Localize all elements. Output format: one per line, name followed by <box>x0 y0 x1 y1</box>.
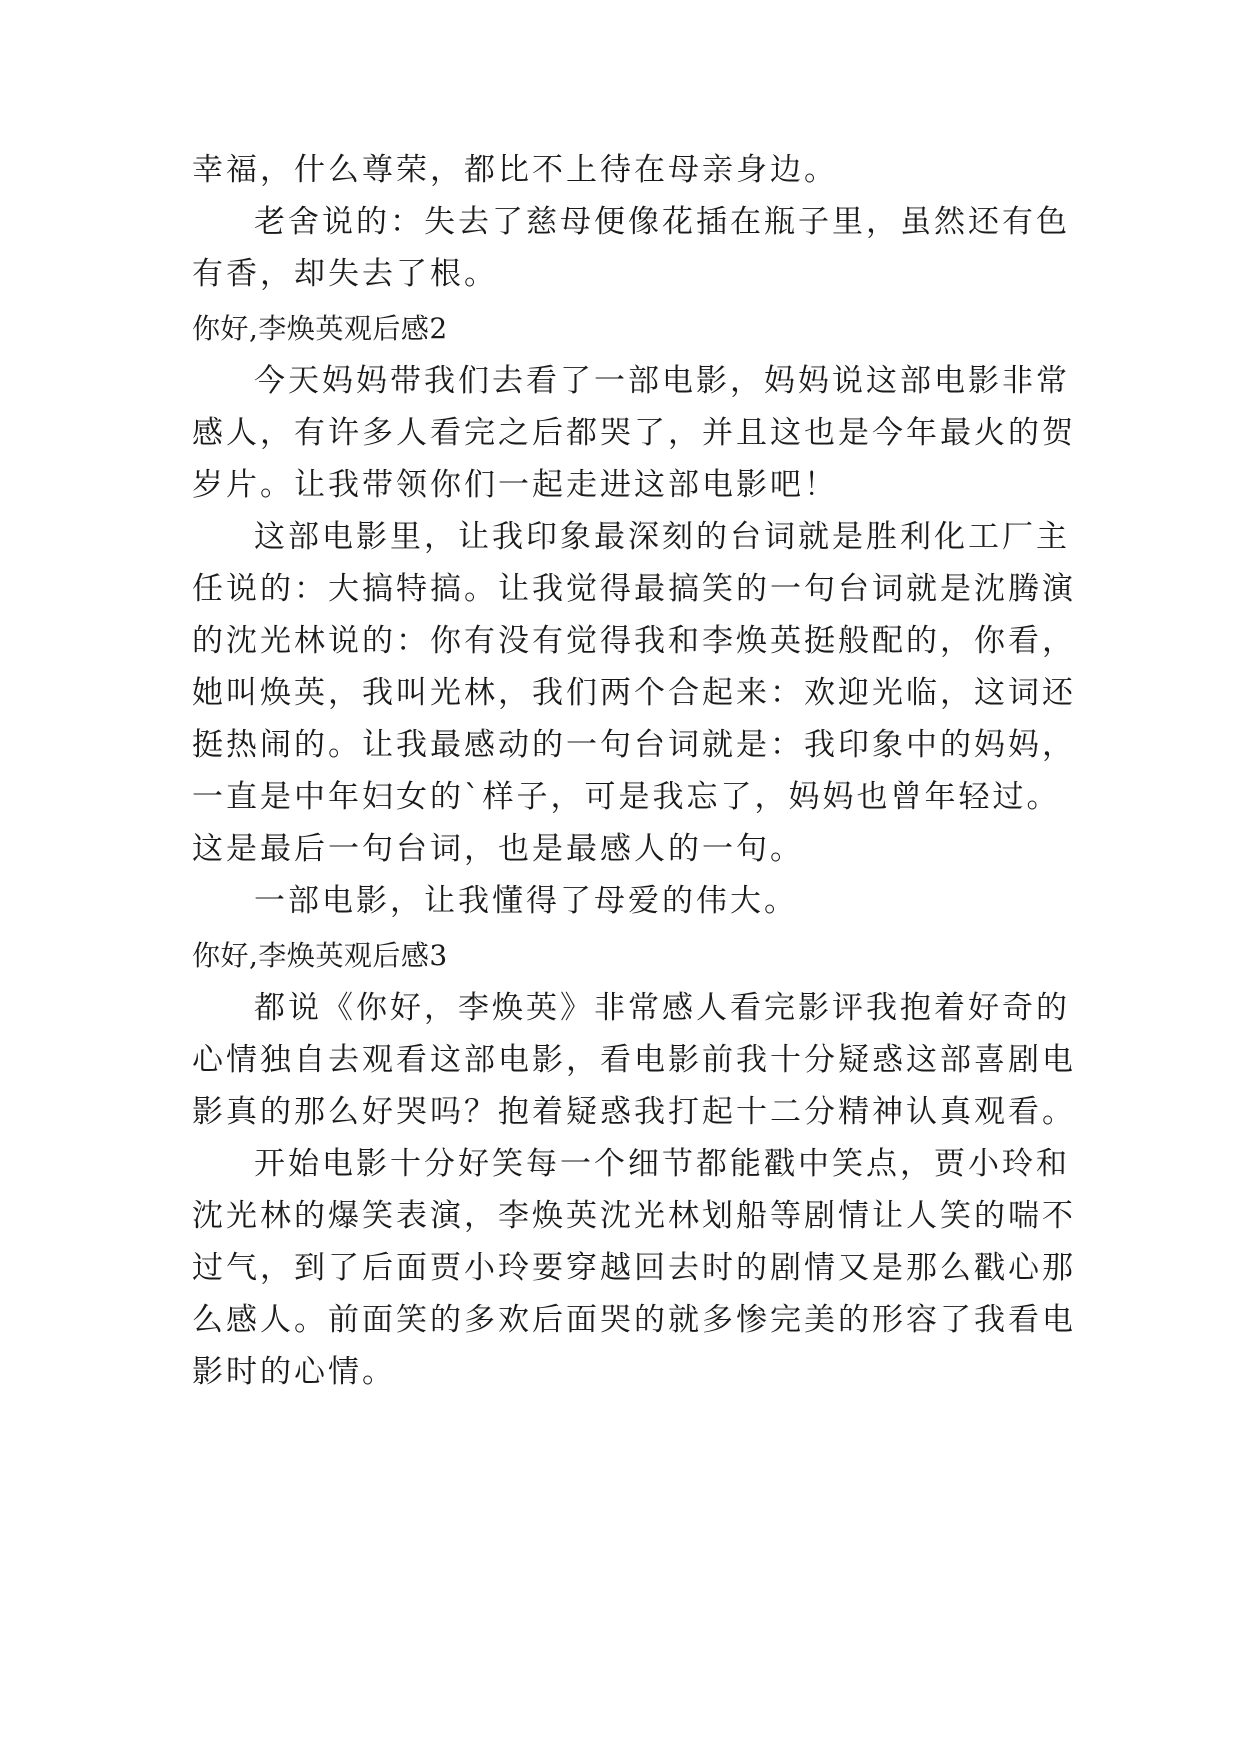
text-line: 有香，却失去了根。 <box>192 256 498 292</box>
section-heading: 你好,李焕英观后感2 <box>192 312 448 345</box>
text-line: 岁片。让我带领你们一起走进这部电影吧！ <box>192 467 838 503</box>
text-line: 影时的心情。 <box>192 1354 396 1390</box>
text-line: 过气，到了后面贾小玲要穿越回去时的剧情又是那么戳心那 <box>192 1250 1076 1286</box>
paragraph-first-line: 都说《你好，李焕英》非常感人看完影评我抱着好奇的 <box>254 990 1070 1026</box>
text-line: 幸福，什么尊荣，都比不上待在母亲身边。 <box>192 152 838 188</box>
text-line: 沈光林的爆笑表演，李焕英沈光林划船等剧情让人笑的喘不 <box>192 1198 1076 1234</box>
text-line: 任说的：大搞特搞。让我觉得最搞笑的一句台词就是沈腾演 <box>192 571 1076 607</box>
text-line: 挺热闹的。让我最感动的一句台词就是：我印象中的妈妈， <box>192 727 1076 763</box>
paragraph-first-line: 一部电影，让我懂得了母爱的伟大。 <box>254 883 798 919</box>
text-line: 感人，有许多人看完之后都哭了，并且这也是今年最火的贺 <box>192 415 1076 451</box>
section-heading: 你好,李焕英观后感3 <box>192 939 448 972</box>
paragraph-first-line: 这部电影里，让我印象最深刻的台词就是胜利化工厂主 <box>254 519 1070 555</box>
text-line: 的沈光林说的：你有没有觉得我和李焕英挺般配的，你看， <box>192 623 1076 659</box>
text-line: 么感人。前面笑的多欢后面哭的就多惨完美的形容了我看电 <box>192 1302 1076 1338</box>
text-line: 她叫焕英，我叫光林，我们两个合起来：欢迎光临，这词还 <box>192 675 1076 711</box>
text-line: 这是最后一句台词，也是最感人的一句。 <box>192 831 804 867</box>
paragraph-first-line: 老舍说的：失去了慈母便像花插在瓶子里，虽然还有色 <box>254 204 1070 240</box>
text-line: 一直是中年妇女的`样子，可是我忘了，妈妈也曾年轻过。 <box>192 779 1061 815</box>
text-line: 影真的那么好哭吗？抱着疑惑我打起十二分精神认真观看。 <box>192 1094 1076 1130</box>
paragraph-first-line: 开始电影十分好笑每一个细节都能戳中笑点，贾小玲和 <box>254 1146 1070 1182</box>
paragraph-first-line: 今天妈妈带我们去看了一部电影，妈妈说这部电影非常 <box>254 363 1070 399</box>
text-line: 心情独自去观看这部电影，看电影前我十分疑惑这部喜剧电 <box>192 1042 1076 1078</box>
